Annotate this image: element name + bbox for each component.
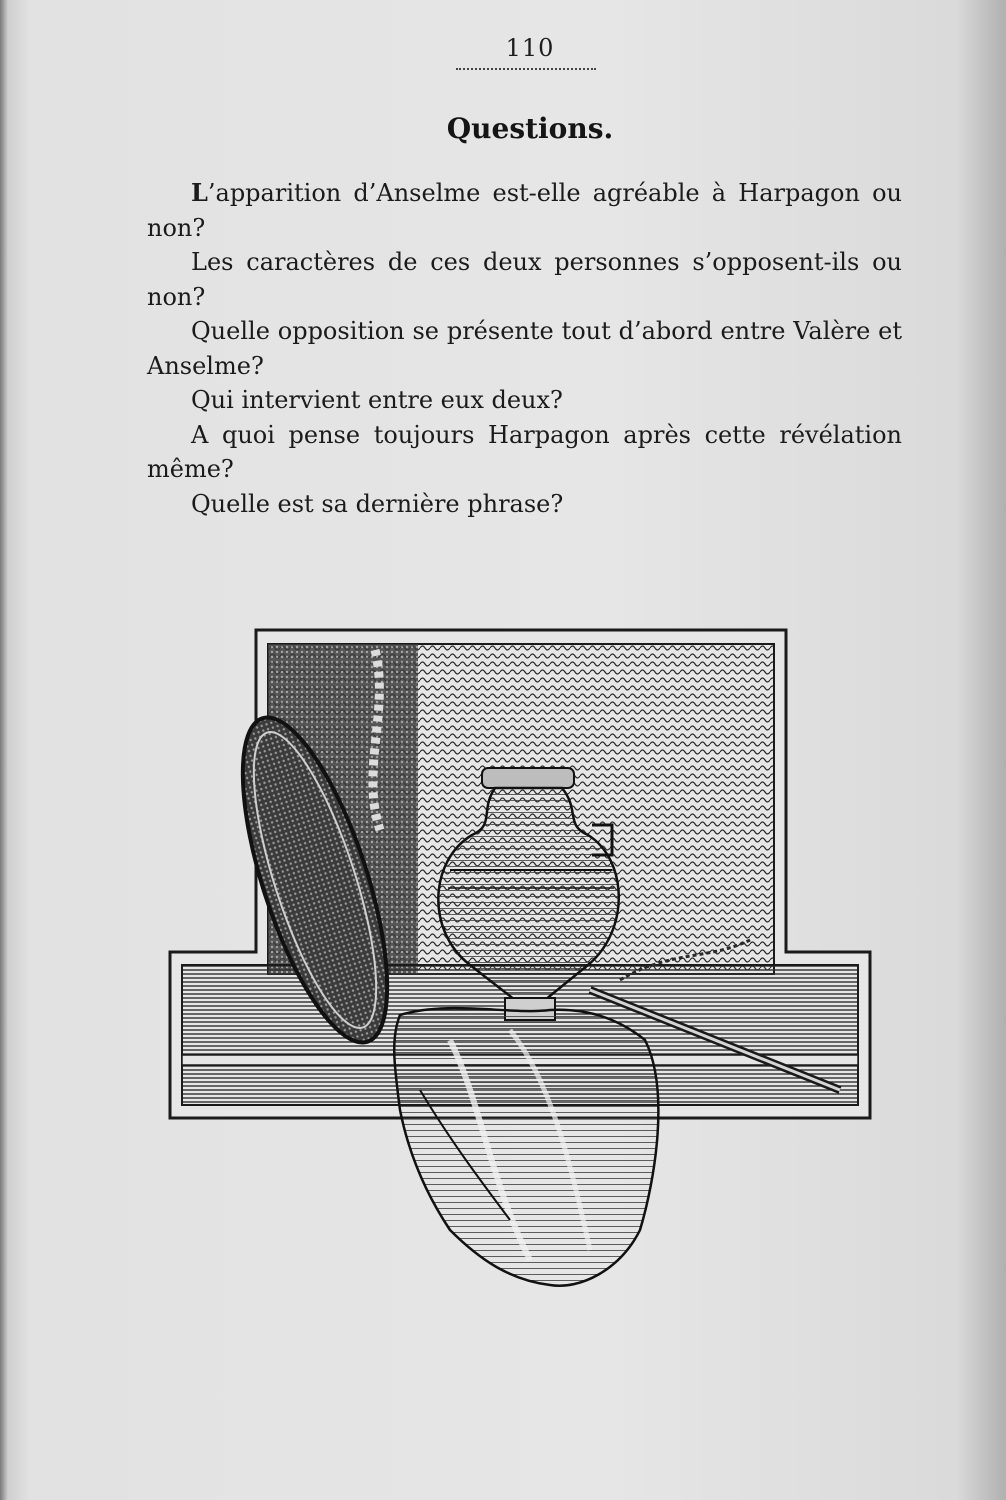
dotted-rule <box>456 68 596 70</box>
initial-letter: L <box>191 178 208 207</box>
question-2: Les caractères de ces deux personnes s’opposent-ils ou non? <box>147 248 902 311</box>
question-5: A quoi pense toujours Harpagon après cette révélation même? <box>147 420 902 483</box>
question-3: Quelle opposition se présente tout d’abord entre Valère et Anselme? <box>147 317 902 380</box>
question-1 <box>147 176 902 245</box>
engraving-illustration <box>150 620 890 1310</box>
question-4: Qui intervient entre eux deux? <box>191 386 563 414</box>
page-number: 110 <box>505 34 555 62</box>
question-list <box>147 176 902 521</box>
question-1-text: ’apparition d’Anselme est-elle agréable à Harpagon ou non? <box>147 179 902 242</box>
section-heading: Questions. <box>446 112 614 145</box>
question-6: Quelle est sa dernière phrase? <box>191 489 564 518</box>
